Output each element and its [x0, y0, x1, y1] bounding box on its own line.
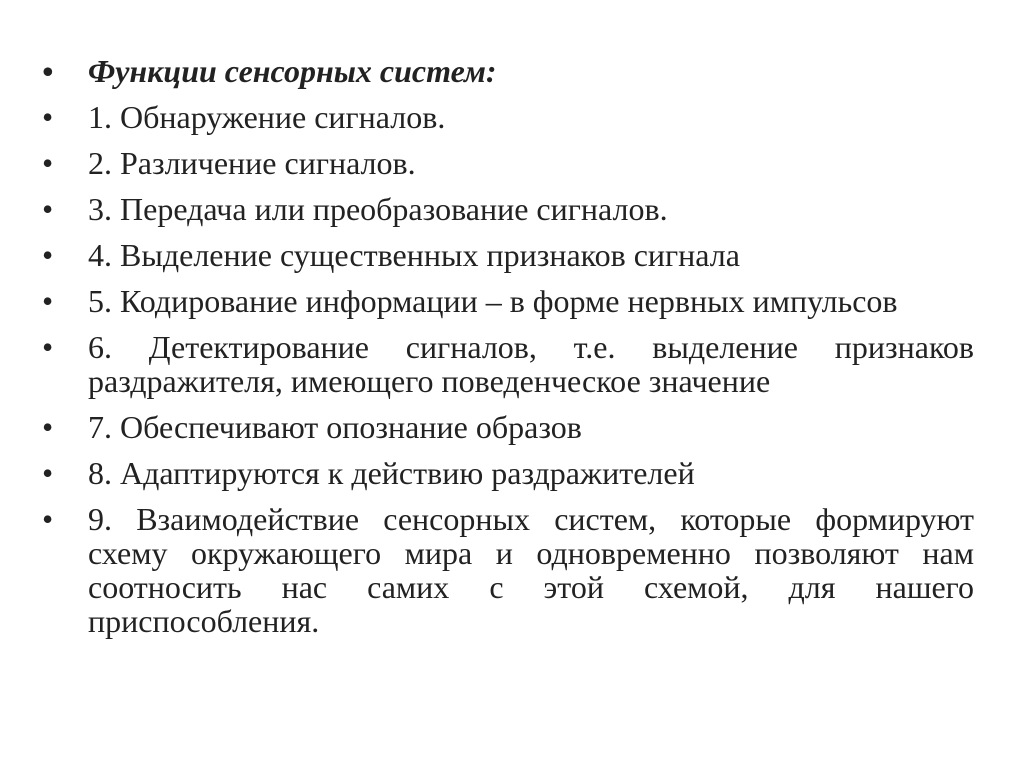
list-item-4: • 4. Выделение существенных признаков сигнала — [88, 238, 974, 272]
list-item-3: • 3. Передача или преобразование сигналов. — [88, 192, 974, 226]
list-item-7: • 7. Обеспечивают опознание образов — [88, 410, 974, 444]
list-item-1: • 1. Обнаружение сигналов. — [88, 100, 974, 134]
list-item-5: • 5. Кодирование информации – в форме нервных импульсов — [88, 284, 974, 318]
list-item-6: • 6. Детектирование сигналов, т.е. выделение признаков раздражителя, имеющего поведенческое значение — [88, 330, 974, 398]
list-item-9: • 9. Взаимодействие сенсорных систем, которые формируют схему окружающего мира и одновременно позволяют нам соотносить нас самих с этой схемой, для нашего приспособления. — [88, 502, 974, 638]
list-item-2: • 2. Различение сигналов. — [88, 146, 974, 180]
list-item-8: • 8. Адаптируются к действию раздражителей — [88, 456, 974, 490]
bullet-list — [88, 54, 974, 650]
list-heading: • Функции сенсорных систем: — [88, 54, 974, 88]
